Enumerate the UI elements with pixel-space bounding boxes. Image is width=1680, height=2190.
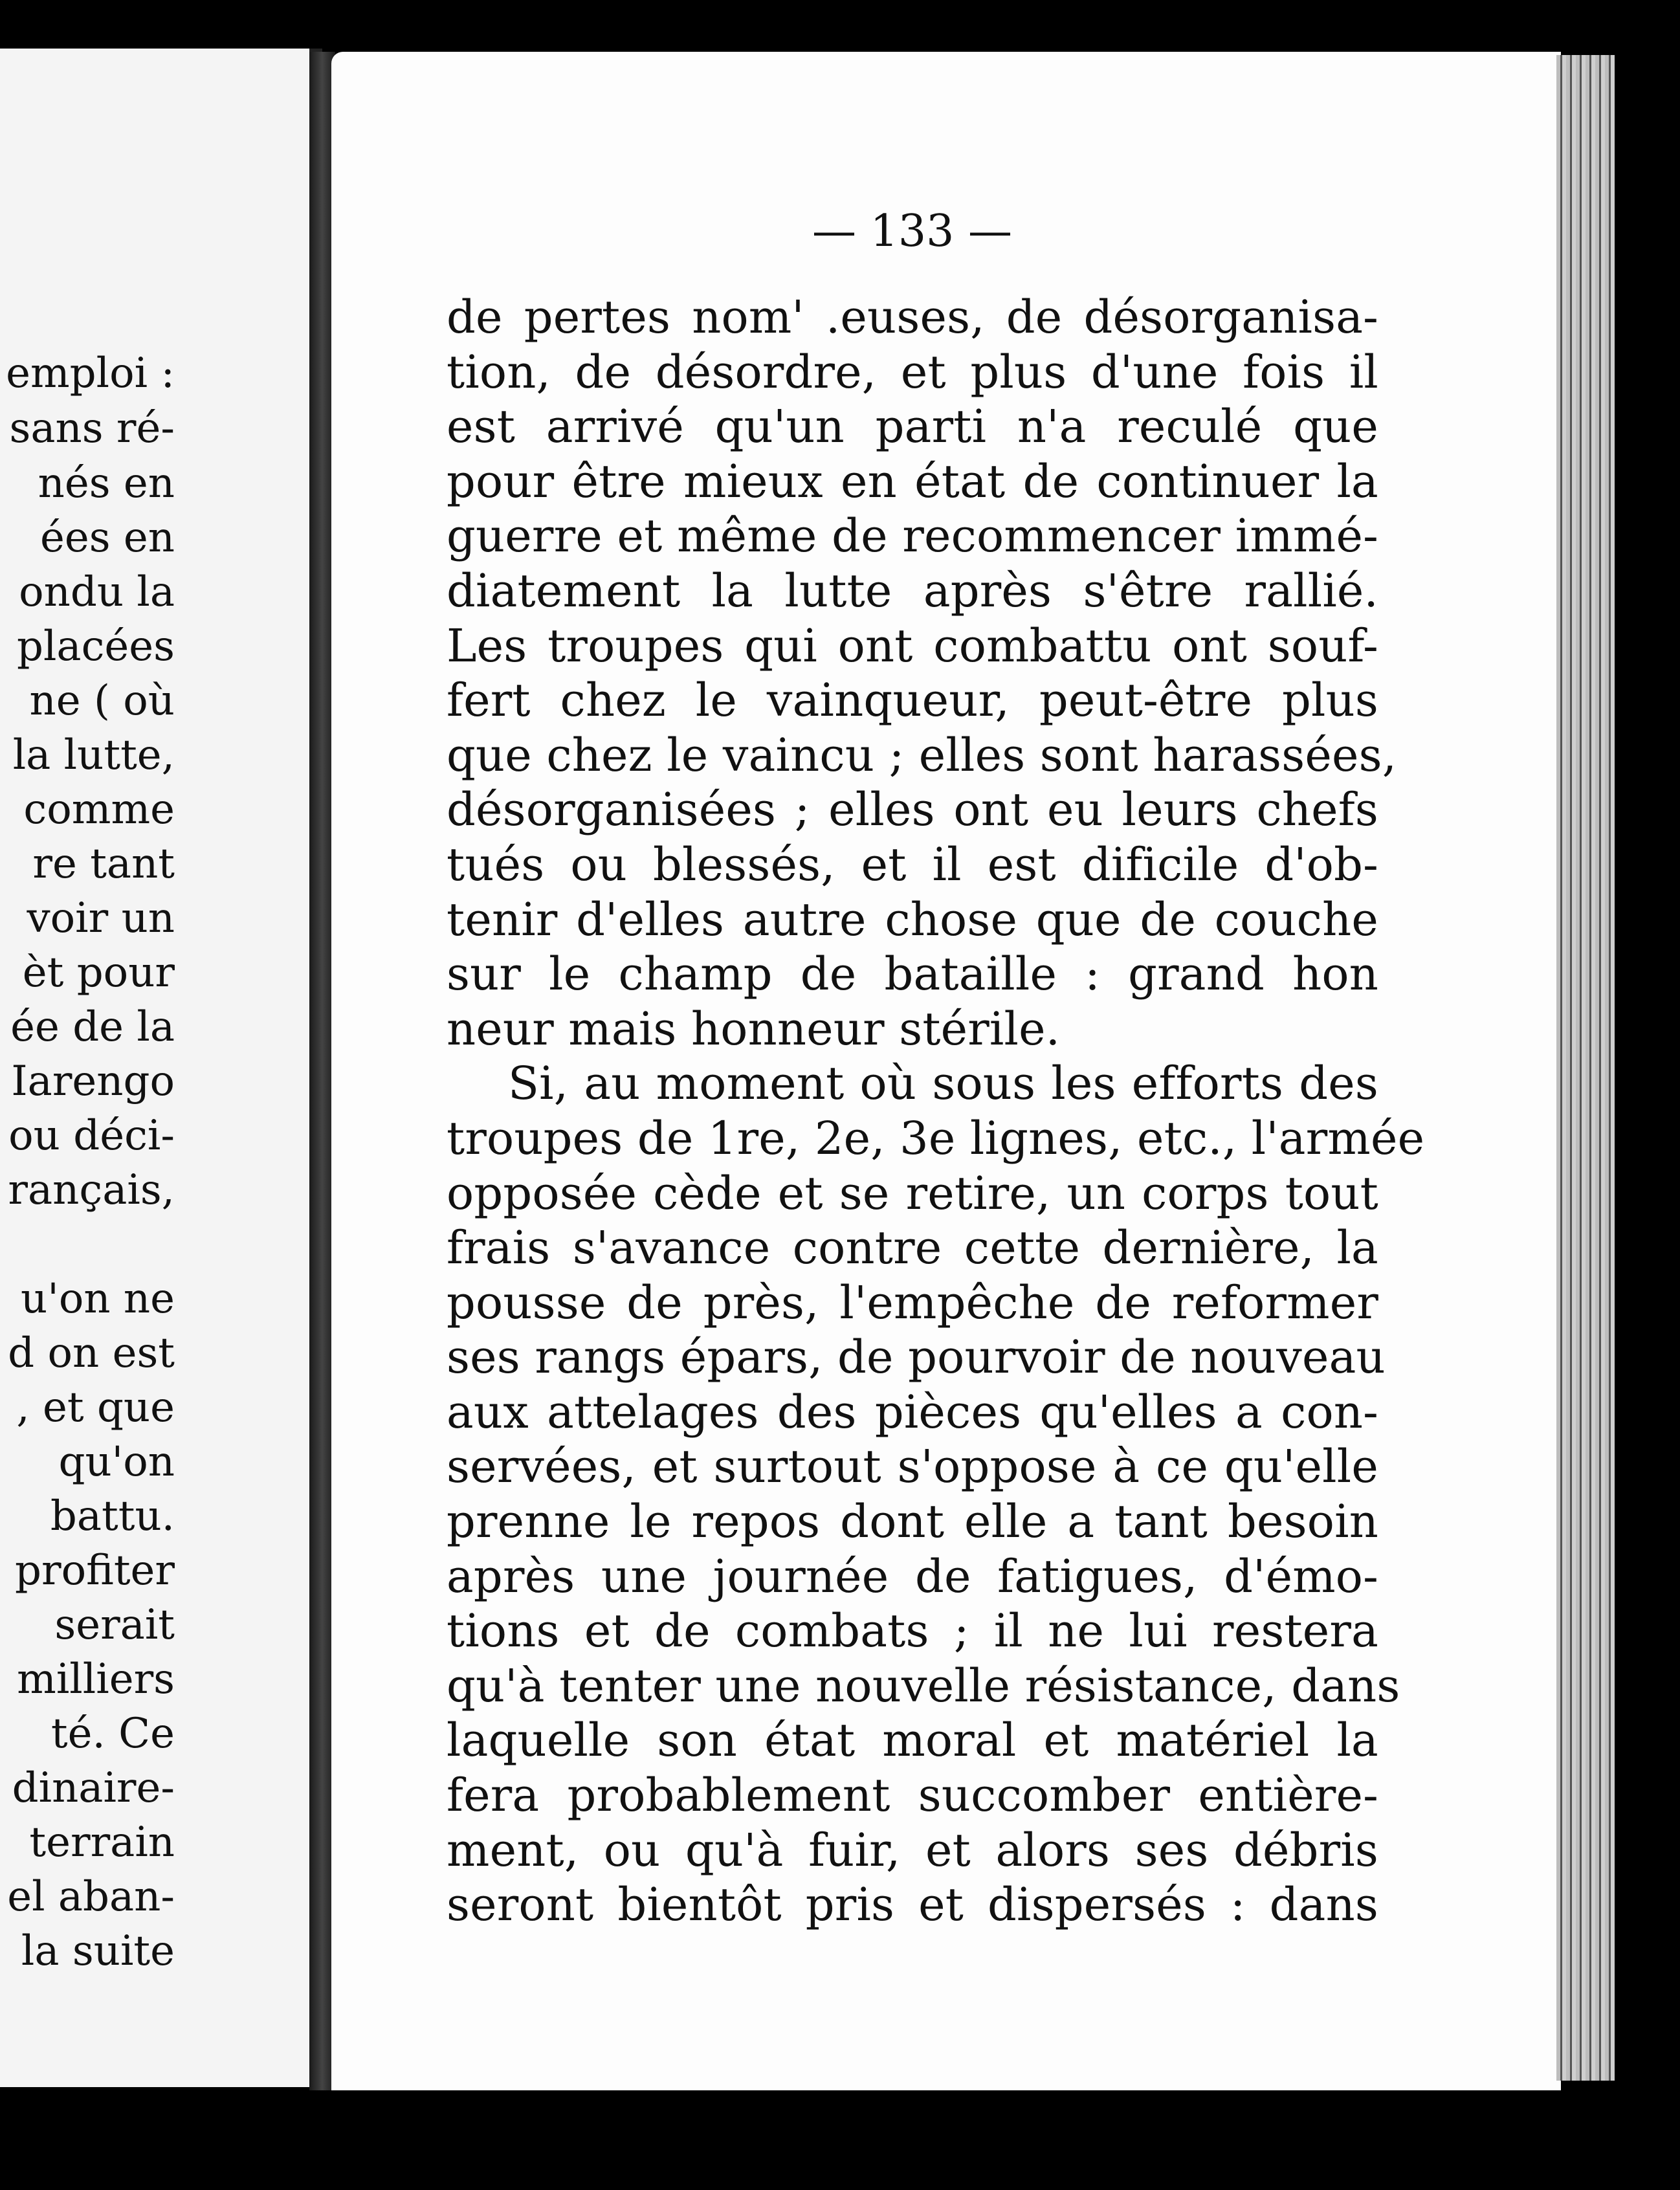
left-line: qu'on [58, 1438, 175, 1486]
text-line: laquelle son état moral et matériel la [447, 1714, 1378, 1767]
text-line: aux attelages des pièces qu'elles a con- [447, 1385, 1378, 1439]
left-line: placées [16, 623, 175, 670]
left-line: la suite [21, 1927, 175, 1975]
left-line: ou déci- [8, 1112, 175, 1160]
text-line: pour être mieux en état de continuer la [447, 454, 1378, 508]
left-line: ée de la [10, 1003, 175, 1051]
text-line: opposée cède et se retire, un corps tout [447, 1166, 1378, 1220]
left-line: ne ( où [29, 677, 175, 725]
left-line: d on est [8, 1329, 175, 1377]
text-line: tenir d'elles autre chose que de couche [447, 892, 1378, 946]
left-line: nés en [38, 459, 175, 507]
left-line: u'on ne [21, 1275, 175, 1323]
left-line: rançais, [8, 1166, 175, 1214]
text-line: servées, et surtout s'oppose à ce qu'elle [447, 1440, 1378, 1494]
text-line: ment, ou qu'à fuir, et alors ses débris [447, 1823, 1378, 1877]
left-line: battu. [50, 1492, 175, 1540]
text-line: tion, de désordre, et plus d'une fois il [447, 345, 1378, 399]
text-line: tués ou blessés, et il est dificile d'ob- [447, 837, 1378, 891]
left-line: emploi : [6, 349, 175, 397]
left-line: serait [54, 1601, 175, 1649]
text-line: fert chez le vainqueur, peut-être plus [447, 674, 1378, 727]
text-line: diatement la lutte après s'être rallié. [447, 564, 1378, 617]
page-number: — 133 — [812, 206, 1013, 257]
text-line: Si, au moment où sous les efforts des [508, 1057, 1378, 1111]
text-line: qu'à tenter une nouvelle résistance, dans [447, 1659, 1400, 1712]
text-line: que chez le vaincu ; elles sont harassées, [447, 728, 1397, 782]
text-line: prenne le repos dont elle a tant besoin [447, 1495, 1378, 1549]
text-line: seront bientôt pris et dispersés : dans [447, 1878, 1378, 1932]
text-line: est arrivé qu'un parti n'a reculé que [447, 400, 1378, 454]
text-line: ses rangs épars, de pourvoir de nouveau [447, 1331, 1386, 1384]
text-line: de pertes nom' .euses, de désorganisa- [447, 291, 1378, 344]
left-line: sans ré- [9, 404, 175, 452]
text-line: fera probablement succomber entière- [447, 1769, 1378, 1822]
body-text [447, 290, 1425, 1932]
left-line: ondu la [19, 568, 175, 616]
left-line: profiter [15, 1547, 175, 1595]
text-line: troupes de 1re, 2e, 3e lignes, etc., l'armée [447, 1111, 1425, 1165]
left-line: té. Ce [50, 1710, 175, 1758]
text-line: frais s'avance contre cette dernière, la [447, 1221, 1378, 1275]
left-line: el aban- [7, 1873, 175, 1921]
left-line: la lutte, [12, 731, 175, 779]
text-line: désorganisées ; elles ont eu leurs chefs [447, 783, 1378, 837]
text-line: sur le champ de bataille : grand hon [447, 947, 1378, 1001]
text-line: Les troupes qui ont combattu ont souf- [447, 619, 1378, 672]
page-edges [1556, 55, 1615, 2081]
text-line: guerre et même de recommencer immé- [447, 509, 1378, 563]
left-line: , et que [16, 1384, 175, 1432]
left-line: èt pour [22, 949, 175, 997]
left-line: terrain [29, 1819, 175, 1866]
left-page-text [0, 49, 309, 2087]
left-page [0, 49, 322, 2087]
left-line: ées en [39, 514, 175, 562]
left-line: Iarengo [11, 1057, 175, 1105]
text-line: pousse de près, l'empêche de reformer [447, 1276, 1378, 1329]
text-line: après une journée de fatigues, d'émo- [447, 1549, 1378, 1603]
left-line: dinaire- [12, 1764, 175, 1812]
left-line: re tant [32, 840, 175, 888]
text-line: neur mais honneur stérile. [447, 1002, 1061, 1056]
text-line: tions et de combats ; il ne lui restera [447, 1604, 1378, 1658]
left-line: milliers [17, 1655, 175, 1703]
left-line: comme [23, 786, 175, 834]
left-line: voir un [27, 894, 175, 942]
